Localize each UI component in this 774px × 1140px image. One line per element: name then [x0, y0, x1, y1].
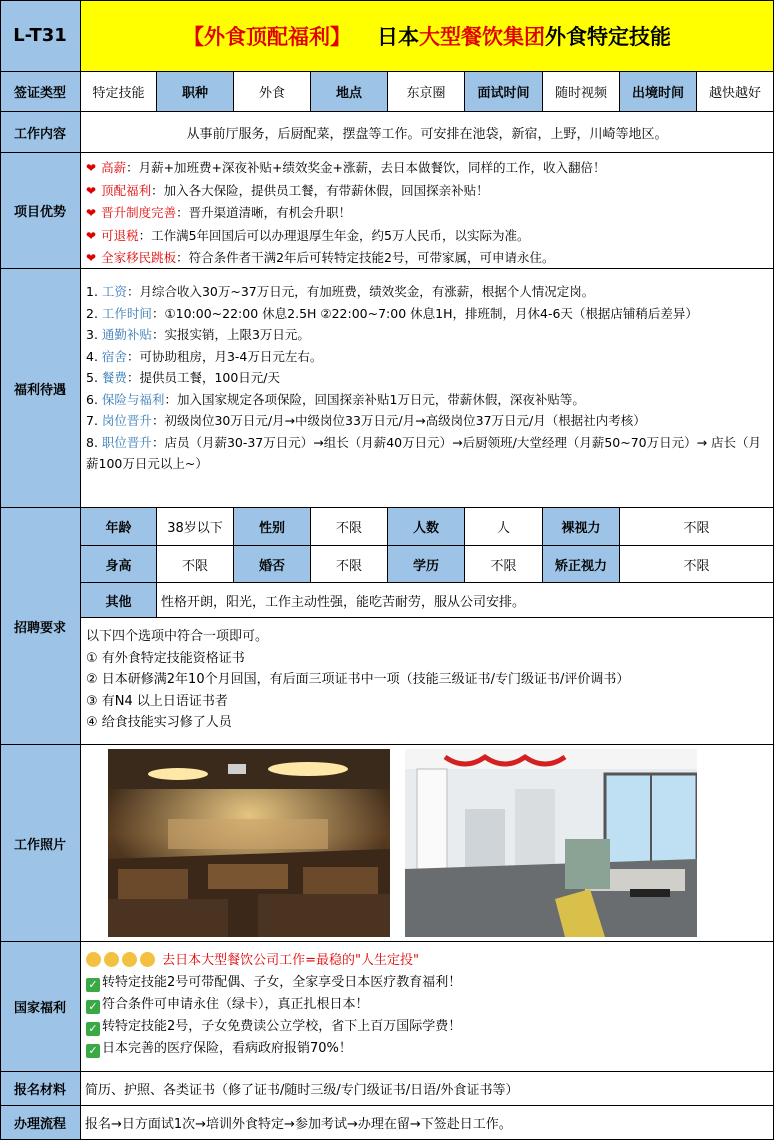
- departure-time-value: 越快越好: [697, 72, 774, 112]
- advantages-label: 项目优势: [0, 153, 81, 269]
- work-content-text: 从事前厅服务，后厨配菜，摆盘等工作。可安排在池袋，新宿，上野，川崎等地区。: [81, 112, 774, 153]
- gender-value: 不限: [311, 508, 388, 546]
- welfare-item: 6. 保险与福利：加入国家规定各项保险，回国探亲补贴1万日元，带薪休假，深夜补贴等。: [86, 391, 585, 407]
- welfare-label: 福利待遇: [0, 269, 81, 508]
- face-emoji-icon: [122, 952, 137, 967]
- face-emoji-icon: [104, 952, 119, 967]
- national-welfare-list: [81, 942, 774, 1072]
- title-prefix: 日本: [377, 24, 419, 49]
- advantage-item: ❤ 晋升制度完善：晋升渠道清晰，有机会升职！: [86, 205, 352, 220]
- heart-icon: ❤: [86, 228, 97, 243]
- title-bracket-close: 】: [330, 24, 351, 49]
- welfare-item: 5. 餐费：提供员工餐，100日元/天: [86, 370, 281, 385]
- checkmark-icon: ✓: [86, 1022, 100, 1036]
- job-type-value: 外食: [234, 72, 311, 112]
- title-bracket-open: 【: [183, 24, 204, 49]
- options-intro: 以下四个选项中符合一项即可。: [86, 629, 269, 644]
- welfare-item: 7. 岗位晋升：初级岗位30万日元/月→中级岗位33万日元/月→高级岗位37万日元/月（根据社内考核）: [86, 413, 646, 428]
- national-welfare-label: 国家福利: [0, 942, 81, 1072]
- sheet-code: L-T31: [0, 0, 81, 72]
- naked-eye-value: 不限: [620, 508, 774, 546]
- advantage-item: ❤ 可退税：工作满5年回国后可以办理退厚生年金，约5万人民币，以实际为准。: [86, 227, 530, 243]
- national-headline: 去日本大型餐饮公司工作=最稳的"人生定投": [86, 950, 461, 972]
- options-box: [81, 618, 774, 745]
- education-label: 学历: [388, 546, 465, 583]
- process-text: 报名→日方面试1次→培训外食特定→参加考试→办理在留→下签赴日工作。: [81, 1106, 774, 1140]
- corrected-vision-label: 矫正视力: [543, 546, 620, 583]
- materials-text: 简历、护照、各类证书（修了证书/随时三级/专门级证书/日语/外食证书等）: [81, 1072, 774, 1106]
- departure-time-label: 出境时间: [620, 72, 697, 112]
- corrected-vision-value: 不限: [620, 546, 774, 583]
- location-value: 东京圈: [388, 72, 465, 112]
- title-suffix: 外食特定技能: [545, 24, 671, 49]
- education-value: 不限: [465, 546, 543, 583]
- age-value: 38岁以下: [157, 508, 234, 546]
- advantage-item: ❤ 顶配福利：加入各大保险，提供员工餐，有带薪休假，回国探亲补贴！: [86, 182, 489, 198]
- title-highlight: 外食顶配福利: [204, 24, 330, 49]
- restaurant-photo-right: [405, 749, 697, 937]
- headcount-value: 人: [465, 508, 543, 546]
- national-item: ✓ 日本完善的医疗保险，看病政府报销70%！: [86, 1038, 461, 1060]
- sheet-title: [81, 0, 774, 72]
- naked-eye-label: 裸视力: [543, 508, 620, 546]
- marital-value: 不限: [311, 546, 388, 583]
- materials-label: 报名材料: [0, 1072, 81, 1106]
- visa-type-value: 特定技能: [81, 72, 157, 112]
- height-label: 身高: [81, 546, 157, 583]
- gender-label: 性别: [234, 508, 311, 546]
- advantage-item: ❤ 高薪：月薪+加班费+深夜补贴+绩效奖金+涨薪，去日本做餐饮，同样的工作，收入翻倍！: [86, 160, 606, 175]
- option-item: ② 日本研修满2年10个月回国，有后面三项证书中一项（技能三级证书/专门级证书/评价调书）: [86, 672, 630, 687]
- heart-icon: ❤: [86, 251, 97, 265]
- national-item: ✓ 转特定技能2号可带配偶、子女，全家享受日本医疗教育福利！: [86, 972, 461, 994]
- location-label: 地点: [311, 72, 388, 112]
- interview-time-label: 面试时间: [465, 72, 543, 112]
- headcount-label: 人数: [388, 508, 465, 546]
- checkmark-icon: ✓: [86, 978, 100, 992]
- height-value: 不限: [157, 546, 234, 583]
- photos-label: 工作照片: [0, 745, 81, 942]
- welfare-item: 8. 职位晋升：店员（月薪30-37万日元）→组长（月薪40万日元）→后厨领班/大堂经理（月薪50~70万日元）→ 店长（月薪100万日元以上~）: [86, 434, 762, 471]
- advantage-item: ❤ 全家移民跳板：符合条件者干满2年后可转特定技能2号，可带家属，可申请永住。: [86, 250, 555, 265]
- option-item: ③ 有N4 以上日语证书者: [86, 693, 228, 709]
- national-item: ✓ 转特定技能2号，子女免费读公立学校，省下上百万国际学费！: [86, 1016, 461, 1038]
- restaurant-photo-left: [108, 749, 390, 937]
- checkmark-icon: ✓: [86, 1000, 100, 1014]
- heart-icon: ❤: [86, 161, 97, 175]
- interview-time-value: 随时视频: [543, 72, 620, 112]
- marital-label: 婚否: [234, 546, 311, 583]
- age-label: 年龄: [81, 508, 157, 546]
- option-item: ④ 给食技能实习修了人员: [86, 715, 232, 730]
- process-label: 办理流程: [0, 1106, 81, 1140]
- heart-icon: ❤: [86, 183, 97, 198]
- welfare-list: [81, 269, 774, 508]
- face-emoji-icon: [86, 952, 101, 967]
- face-emoji-icon: [140, 952, 155, 967]
- other-value: 性格开朗，阳光，工作主动性强，能吃苦耐劳，服从公司安排。: [157, 583, 774, 618]
- job-type-label: 职种: [157, 72, 234, 112]
- welfare-item: 2. 工作时间：①10:00~22:00 休息2.5H ②22:00~7:00 休息1H，排班制，月休4-6天（根据店铺稍后差异）: [86, 305, 698, 321]
- option-item: ① 有外食特定技能资格证书: [86, 650, 245, 666]
- other-label: 其他: [81, 583, 157, 618]
- requirements-label: 招聘要求: [0, 508, 81, 745]
- advantages-list: [81, 153, 774, 269]
- heart-icon: ❤: [86, 206, 97, 220]
- work-content-label: 工作内容: [0, 112, 81, 153]
- welfare-item: 4. 宿舍：可协助租房，月3-4万日元左右。: [86, 348, 323, 364]
- welfare-item: 3. 通勤补贴：实报实销，上限3万日元。: [86, 327, 310, 342]
- welfare-item: 1. 工资：月综合收入30万~37万日元，有加班费，绩效奖金，有涨薪，根据个人情况定岗。: [86, 284, 595, 299]
- visa-type-label: 签证类型: [0, 72, 81, 112]
- title-mid-highlight: 大型餐饮集团: [419, 24, 545, 49]
- national-item: ✓ 符合条件可申请永住（绿卡），真正扎根日本！: [86, 994, 461, 1016]
- checkmark-icon: ✓: [86, 1044, 100, 1058]
